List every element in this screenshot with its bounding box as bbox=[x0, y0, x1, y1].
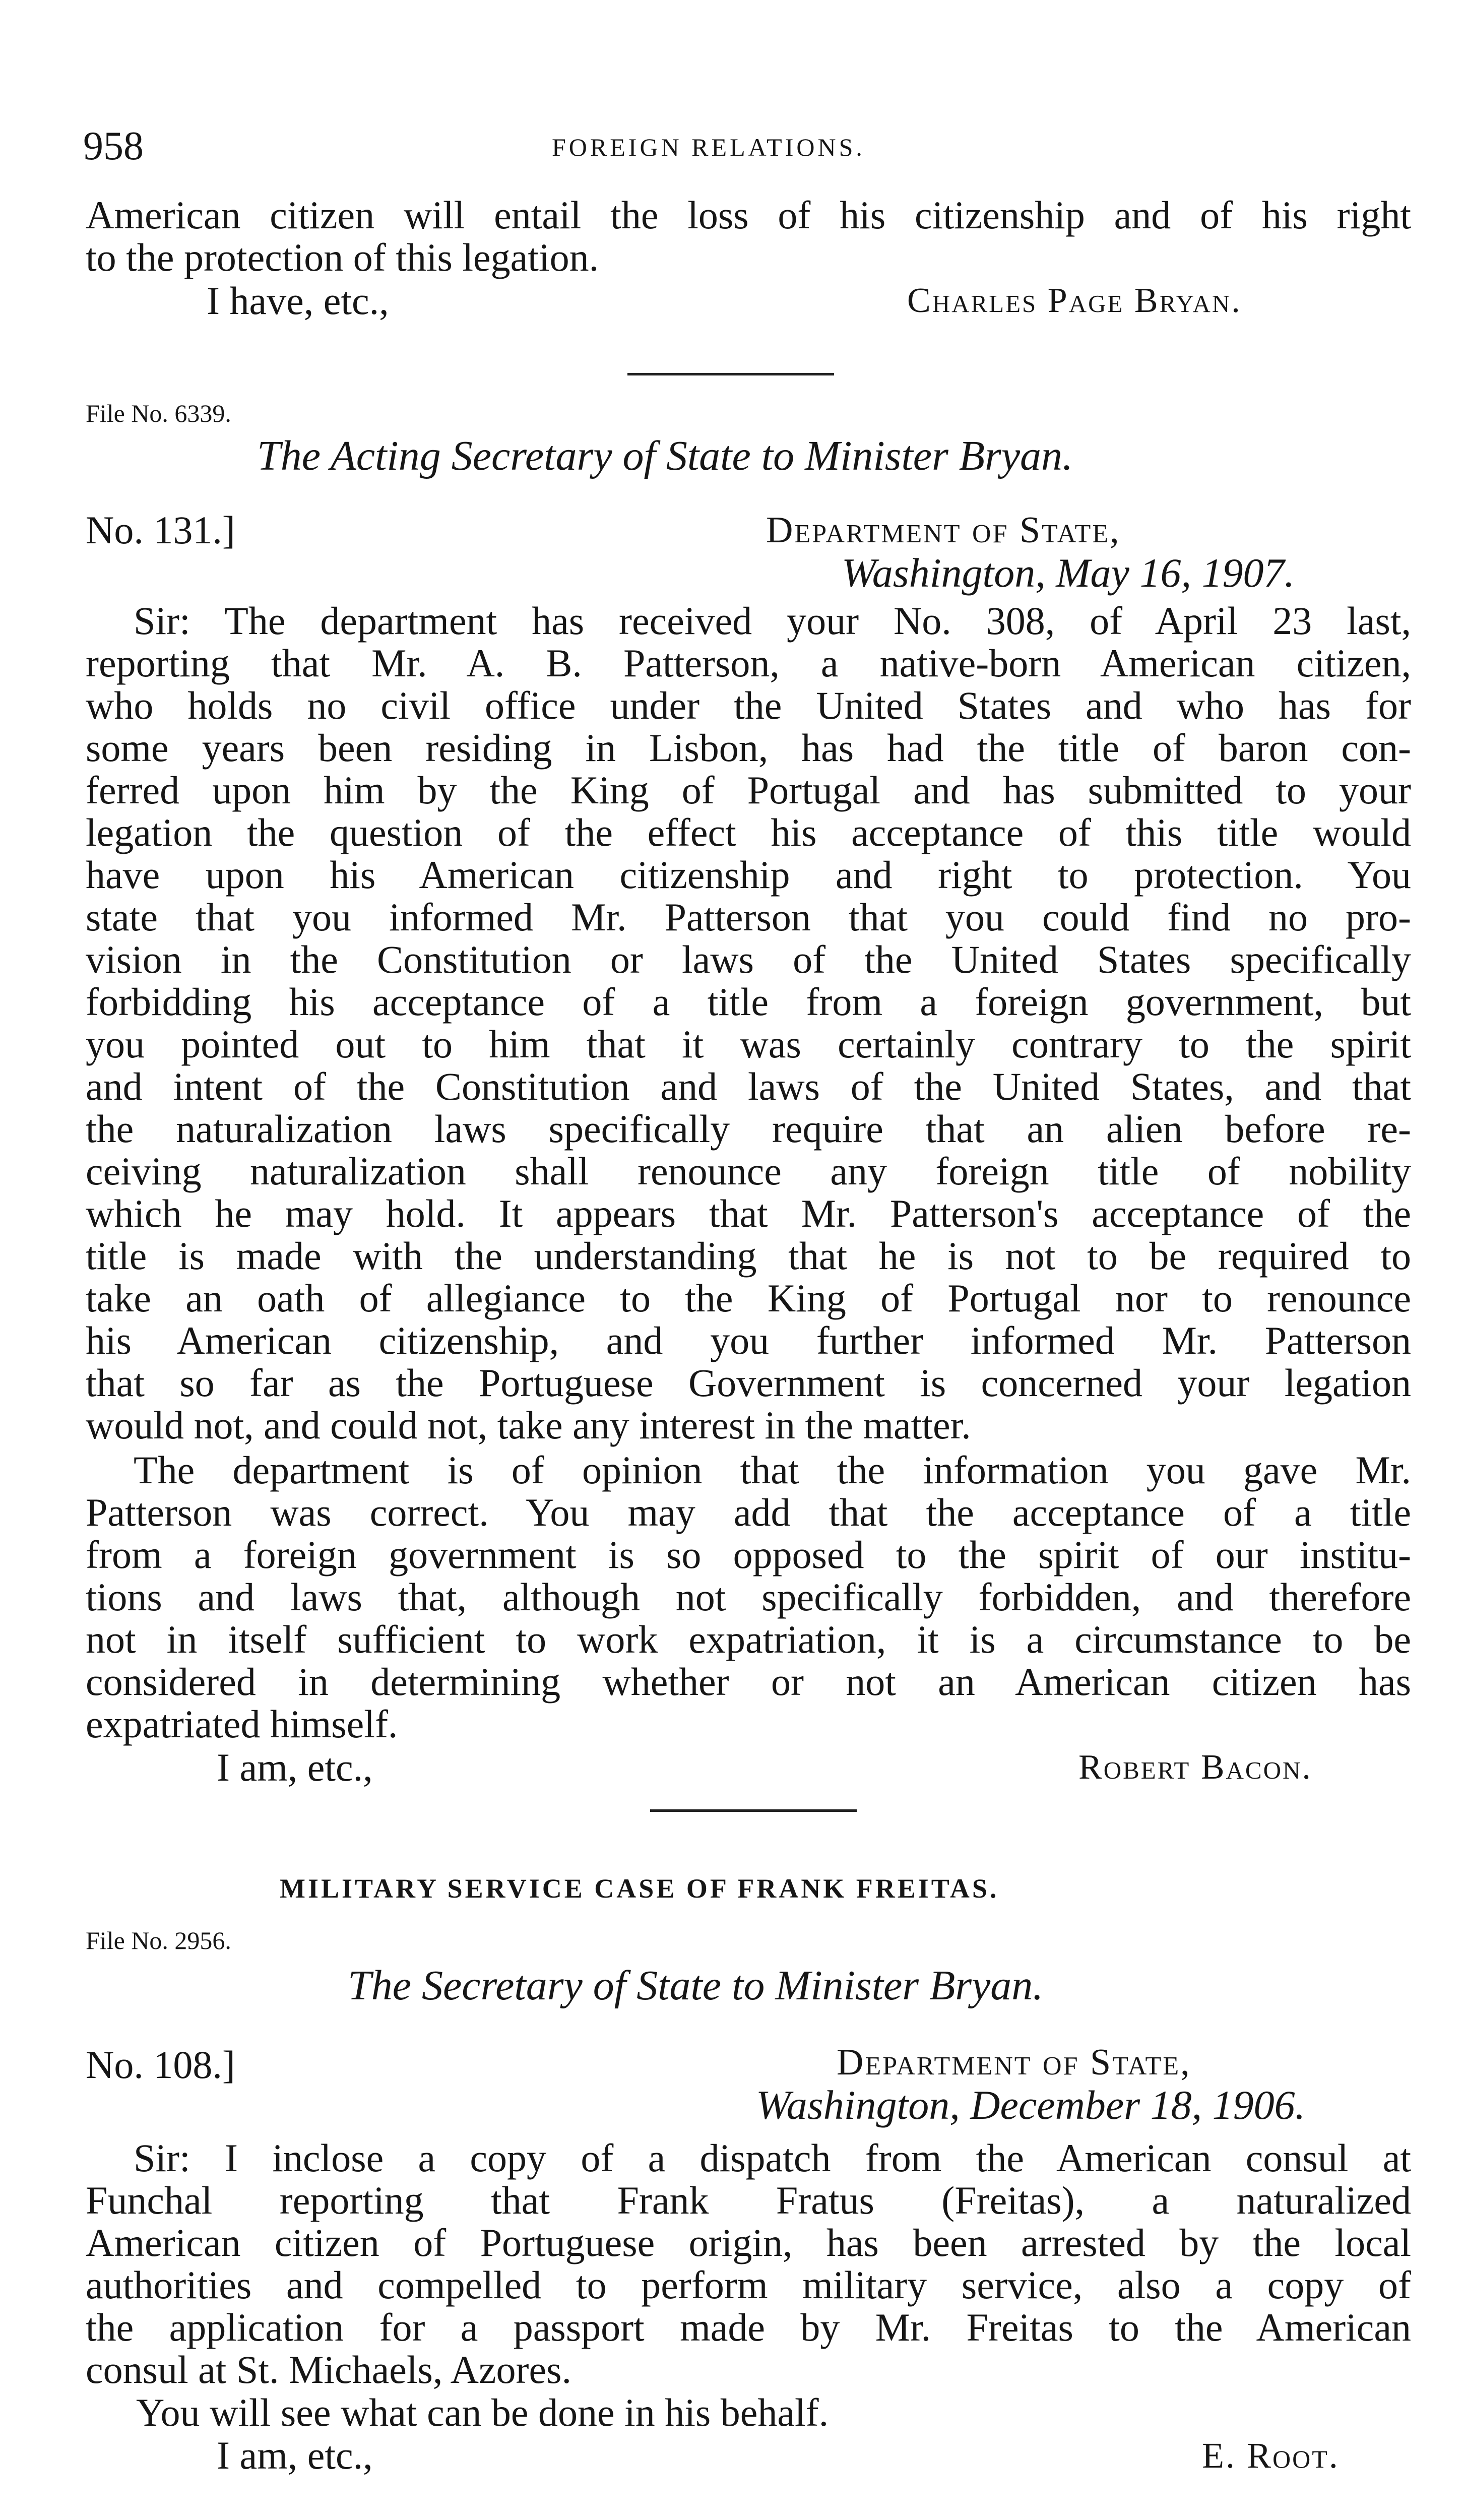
text-line: that so far as the Portuguese Government is concerned your legation bbox=[86, 1361, 1411, 1405]
department-line: Department of State, bbox=[837, 2042, 1191, 2083]
running-title: FOREIGN RELATIONS. bbox=[552, 133, 865, 161]
text-line: state that you informed Mr. Patterson that you could find no pro- bbox=[86, 895, 1411, 939]
department-line: Department of State, bbox=[766, 510, 1121, 551]
text-line: vision in the Constitution or laws of the United States specifically bbox=[86, 937, 1411, 981]
text-line: Patterson was correct. You may add that the acceptance of a title bbox=[86, 1490, 1411, 1534]
text-line: you pointed out to him that it was certainly contrary to the spirit bbox=[86, 1022, 1411, 1066]
file-number: File No. 2956. bbox=[86, 1926, 231, 1955]
page-number: 958 bbox=[83, 124, 144, 168]
text-line: consul at St. Michaels, Azores. bbox=[86, 2348, 571, 2391]
place-date: Washington, December 18, 1906. bbox=[756, 2082, 1306, 2128]
text-line: forbidding his acceptance of a title from a foreign government, but bbox=[86, 980, 1411, 1024]
letter-heading: The Secretary of State to Minister Bryan. bbox=[348, 1962, 1044, 2009]
text-line: some years been residing in Lisbon, has had the title of baron con- bbox=[86, 726, 1411, 770]
text-line: authorities and compelled to perform military service, also a copy of bbox=[86, 2263, 1411, 2307]
letter-heading: The Acting Secretary of State to Minister Bryan. bbox=[257, 432, 1073, 479]
text-line: expatriated himself. bbox=[86, 1702, 398, 1746]
text-line: considered in determining whether or not an American citizen has bbox=[86, 1660, 1411, 1704]
section-divider bbox=[627, 373, 834, 375]
letter-body-paragraph-1 bbox=[86, 600, 1411, 1446]
text-line: the naturalization laws specifically require that an alien before re- bbox=[86, 1107, 1411, 1151]
text-line: ceiving naturalization shall renounce any foreign title of nobility bbox=[86, 1149, 1411, 1193]
letter-body-paragraph-1 bbox=[86, 2137, 1411, 2391]
text-line: legation the question of the effect his acceptance of this title would bbox=[86, 810, 1411, 854]
closing-phrase: I am, etc., bbox=[217, 1745, 373, 1789]
text-line: ferred upon him by the King of Portugal and has submitted to your bbox=[86, 768, 1411, 812]
text-line: and intent of the Constitution and laws of the United States, and that bbox=[86, 1064, 1411, 1108]
text-line: who holds no civil office under the United States and who has for bbox=[86, 683, 1411, 727]
text-line: Sir: The department has received your No. 308, of April 23 last, bbox=[134, 599, 1411, 643]
place-date: Washington, May 16, 1907. bbox=[842, 550, 1295, 596]
text-line: title is made with the understanding that he is not to be required to bbox=[86, 1234, 1411, 1278]
letter-body-paragraph-2 bbox=[86, 1449, 1411, 1745]
dispatch-number: No. 108.] bbox=[86, 2043, 235, 2087]
closing-phrase: I am, etc., bbox=[217, 2433, 373, 2477]
text-line: which he may hold. It appears that Mr. Patterson's acceptance of the bbox=[86, 1191, 1411, 1235]
signature: E. Root. bbox=[1202, 2435, 1340, 2476]
file-number: File No. 6339. bbox=[86, 399, 231, 427]
continuation-paragraph bbox=[86, 194, 1411, 279]
text-line: The department is of opinion that the information you gave Mr. bbox=[134, 1448, 1411, 1492]
closing-phrase: I have, etc., bbox=[207, 279, 389, 323]
text-line: reporting that Mr. A. B. Patterson, a native-born American citizen, bbox=[86, 641, 1411, 685]
text-line: his American citizenship, and you further informed Mr. Patterson bbox=[86, 1318, 1411, 1362]
text-line: You will see what can be done in his behalf. bbox=[136, 2390, 829, 2434]
signature: Charles Page Bryan. bbox=[907, 281, 1242, 320]
text-line: Funchal reporting that Frank Fratus (Freitas), a naturalized bbox=[86, 2178, 1411, 2222]
text-line: American citizen of Portuguese origin, has been arrested by the local bbox=[86, 2221, 1411, 2264]
text-line: Sir: I inclose a copy of a dispatch from the American consul at bbox=[134, 2136, 1411, 2180]
text-line: have upon his American citizenship and right to protection. You bbox=[86, 853, 1411, 897]
section-divider bbox=[650, 1809, 857, 1812]
section-title: MILITARY SERVICE CASE OF FRANK FREITAS. bbox=[280, 1873, 999, 1904]
text-line: American citizen will entail the loss of his citizenship and of his right bbox=[86, 193, 1411, 237]
text-line: not in itself sufficient to work expatriation, it is a circumstance to be bbox=[86, 1617, 1411, 1661]
text-line: take an oath of allegiance to the King of Portugal nor to renounce bbox=[86, 1276, 1411, 1320]
signature: Robert Bacon. bbox=[1078, 1748, 1312, 1787]
text-line: the application for a passport made by Mr. Freitas to the American bbox=[86, 2305, 1411, 2349]
text-line: would not, and could not, take any interest in the matter. bbox=[86, 1403, 971, 1447]
dispatch-number: No. 131.] bbox=[86, 508, 235, 552]
text-line: tions and laws that, although not specifically forbidden, and therefore bbox=[86, 1575, 1411, 1619]
text-line: to the protection of this legation. bbox=[86, 235, 599, 279]
letter-body-paragraph-2 bbox=[86, 2391, 1411, 2434]
text-line: from a foreign government is so opposed to the spirit of our institu- bbox=[86, 1533, 1411, 1577]
